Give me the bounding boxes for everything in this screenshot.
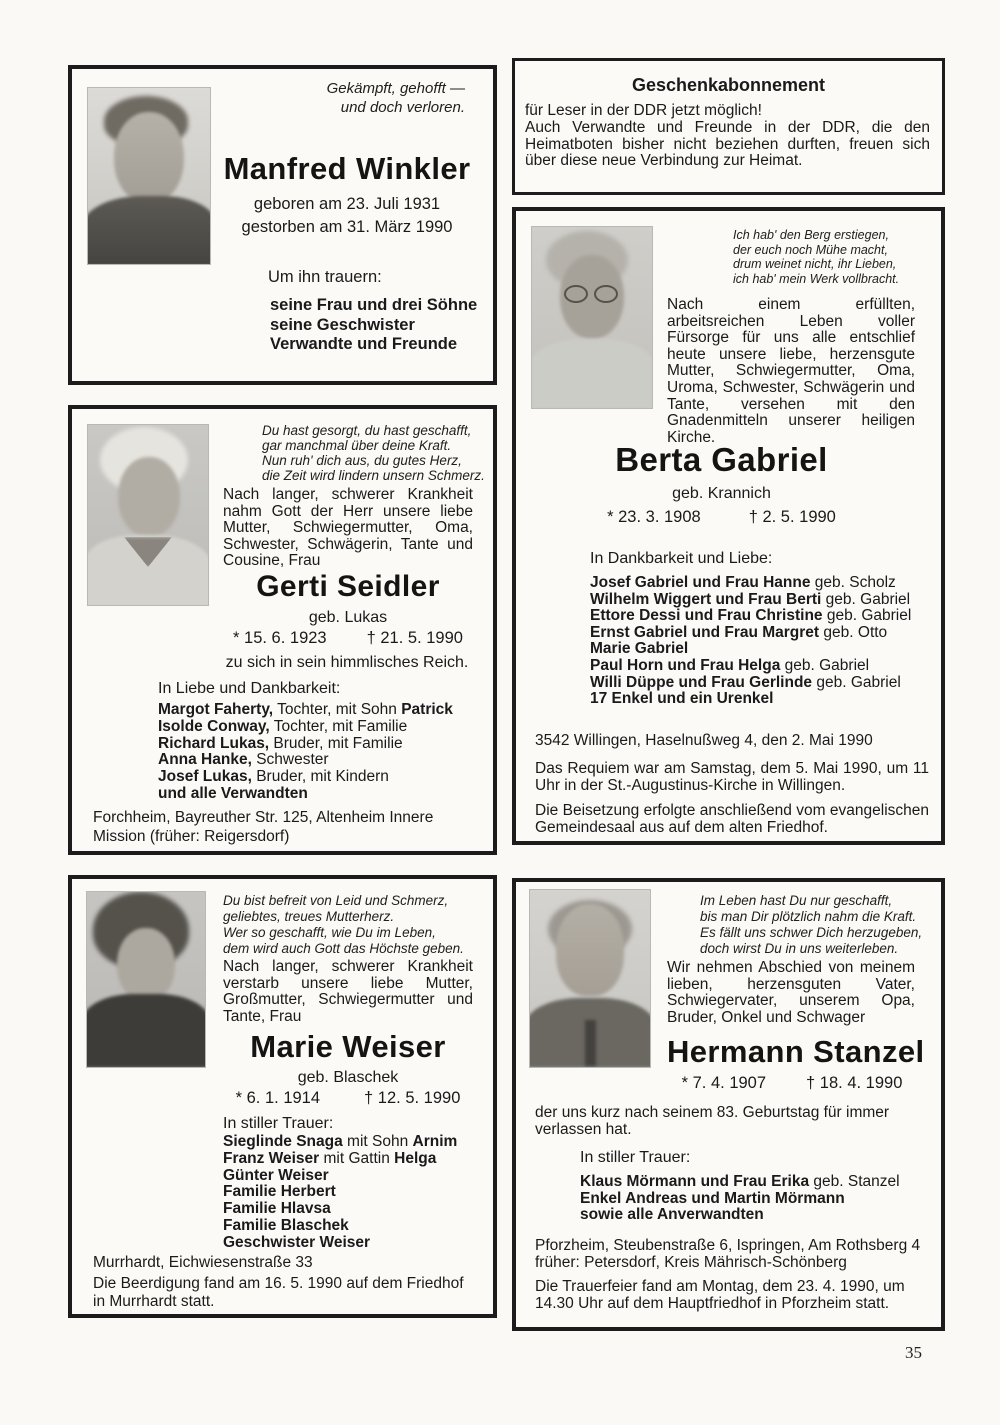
mourner-name: Sieglinde Snaga — [223, 1133, 343, 1150]
motto-line: Ich hab' den Berg erstiegen, — [733, 228, 889, 242]
mourner-line — [590, 592, 911, 609]
address-line: 3542 Willingen, Haselnußweg 4, den 2. Mai 1990 — [535, 732, 873, 749]
birth-date: * 7. 4. 1907 — [681, 1074, 767, 1092]
mourner-line — [223, 1134, 457, 1151]
gift-subscription-notice — [512, 58, 945, 195]
motto-line: Gekämpft, gehofft — — [326, 80, 465, 97]
motto-line: ich hab' mein Werk vollbracht. — [733, 271, 900, 286]
mourner-line: seine Geschwister — [270, 315, 415, 334]
mourner-line — [158, 752, 453, 769]
mourner-line — [590, 608, 911, 625]
life-dates — [223, 1089, 473, 1108]
motto — [327, 79, 465, 117]
portrait-face — [118, 457, 180, 537]
mourner-relation: Bruder, mit Kindern — [251, 768, 389, 786]
mourner-line: Familie Herbert — [223, 1183, 336, 1201]
obituary-berta-gabriel — [512, 207, 945, 845]
motto-line: dem wird auch Gott das Höchste geben. — [223, 941, 464, 956]
glasses-icon — [594, 285, 618, 303]
motto-line: bis man Dir plötzlich nahm die Kraft. — [700, 909, 917, 924]
motto-line: drum weinet nicht, ihr Lieben, — [733, 257, 897, 271]
portrait-torso — [532, 339, 652, 408]
deceased-name: Berta Gabriel — [615, 441, 828, 478]
motto-line: Nun ruh' dich aus, du gutes Herz, — [262, 453, 462, 468]
motto-line: und doch verloren. — [340, 99, 465, 116]
mourner-name: 17 Enkel und ein Urenkel — [590, 690, 774, 708]
glasses-icon — [564, 285, 588, 303]
deceased-name: Manfred Winkler — [223, 151, 471, 186]
death-date: † 2. 5. 1990 — [748, 508, 836, 526]
mourner-line: Günter Weiser — [223, 1166, 329, 1184]
obituary-intro: Nach langer, schwerer Krankheit verstarb unsere liebe Mutter, Großmutter, Schwiegermutter und Tante, Frau — [223, 958, 473, 1025]
mourner-relation: Schwester — [251, 751, 329, 769]
mourner-name: Klaus Mörmann und Frau Erika — [580, 1173, 810, 1190]
motto-line: die Zeit wird lindern unsern Schmerz. — [262, 468, 485, 483]
motto-line: Es fällt uns schwer Dich herzugeben, — [700, 925, 923, 940]
life-dates — [223, 629, 473, 648]
mourning-intro: In stiller Trauer: — [223, 1115, 334, 1132]
mourners-list — [580, 1174, 900, 1224]
motto-line: doch wirst Du in uns weiterleben. — [700, 941, 899, 956]
continuation-line: der uns kurz nach seinem 83. Geburtstag für immer verlassen hat. — [535, 1104, 890, 1138]
requiem-note: Das Requiem war am Samstag, dem 5. Mai 1990, um 11 Uhr in der St.-Augustinus-Kirche in Willingen. — [535, 760, 929, 794]
burial-note: Die Beerdigung fand am 16. 5. 1990 auf dem Friedhof in Murrhardt statt. — [93, 1275, 464, 1310]
mourning-intro: In Liebe und Dankbarkeit: — [158, 680, 341, 697]
portrait-tie — [585, 1020, 596, 1066]
mourner-relation: geb. Gabriel — [780, 656, 870, 674]
mourner-name: Ettore Dessi und Frau Christine — [590, 607, 823, 625]
obituary-marie-weiser — [68, 875, 497, 1318]
life-dates — [516, 508, 927, 527]
mourner-relation: Tochter, mit Sohn — [273, 701, 402, 718]
mourner-line: sowie alle Anverwandten — [580, 1206, 764, 1224]
funeral-note: Die Trauerfeier fand am Montag, dem 23. 4. 1990, um 14.30 Uhr auf dem Hauptfriedhof in Pforzheim statt. — [535, 1278, 905, 1312]
obituary-gerti-seidler — [68, 405, 497, 855]
closing-line: zu sich in sein himmlisches Reich. — [225, 654, 469, 671]
mourner-line — [223, 1151, 457, 1168]
address-line: Forchheim, Bayreuther Str. 125, Altenheim Innere Mission (früher: Reigersdorf) — [93, 809, 434, 845]
mourner-line — [590, 675, 911, 692]
mourner-line: Familie Hlavsa — [223, 1200, 331, 1218]
mourner-name: Franz Weiser — [223, 1149, 320, 1167]
mourner-relation: mit Gattin — [319, 1149, 395, 1167]
motto-line: geliebtes, treues Mutterherz. — [223, 909, 395, 924]
address-line-2: früher: Petersdorf, Kreis Mährisch-Schönberg — [535, 1254, 847, 1271]
mourning-intro: Um ihn trauern: — [268, 268, 382, 286]
mourner-name: Richard Lukas, — [158, 734, 270, 752]
mourner-name-2: Arnim — [412, 1133, 458, 1150]
mourner-line — [580, 1174, 900, 1191]
mourner-line — [590, 641, 911, 658]
burial-note: Die Beisetzung erfolgte anschließend vom evangelischen Gemeindesaal aus auf dem alten Friedhof. — [535, 802, 929, 836]
motto-line: Du bist befreit von Leid und Schmerz, — [223, 893, 449, 908]
deceased-name: Hermann Stanzel — [667, 1034, 925, 1069]
death-date: † 12. 5. 1990 — [364, 1089, 461, 1107]
life-dates — [667, 1074, 917, 1093]
photo-manfred-winkler — [88, 88, 210, 264]
mourning-intro: In Dankbarkeit und Liebe: — [590, 550, 773, 567]
address-line: Pforzheim, Steubenstraße 6, Ispringen, Am Rothsberg 4 — [535, 1237, 921, 1254]
photo-berta-gabriel — [532, 227, 652, 408]
mourner-relation: geb. Gabriel — [822, 607, 912, 625]
death-date: † 18. 4. 1990 — [806, 1074, 903, 1092]
mourner-line: und alle Verwandten — [158, 784, 308, 802]
mourner-relation: mit Sohn — [342, 1133, 413, 1150]
mourner-name-2: Helga — [394, 1149, 437, 1167]
birth-date: * 6. 1. 1914 — [235, 1089, 321, 1107]
motto-line: gar manchmal über deine Kraft. — [262, 438, 452, 453]
mourner-name: Willi Düppe und Frau Gerlinde — [590, 673, 813, 691]
notice-body: Auch Verwandte und Freunde in der DDR, die den Heimatboten bisher nicht beziehen durften, freuen sich über diese neue Verbindung zur Heimat. — [525, 119, 930, 169]
mourner-line: seine Frau und drei Söhne — [270, 296, 478, 314]
notice-lead: für Leser in der DDR jetzt möglich! — [525, 102, 762, 119]
mourner-name: Paul Horn und Frau Helga — [590, 656, 781, 674]
motto-line: der euch noch Mühe macht, — [733, 242, 888, 257]
photo-hermann-stanzel — [530, 890, 650, 1067]
mourner-line — [158, 719, 453, 736]
birth-date: * 15. 6. 1923 — [233, 629, 327, 647]
obituary-manfred-winkler — [68, 65, 497, 385]
mourner-line: Enkel Andreas und Martin Mörmann — [580, 1189, 845, 1207]
motto — [700, 893, 922, 957]
death-line: gestorben am 31. März 1990 — [241, 218, 453, 236]
birth-date: * 23. 3. 1908 — [607, 508, 701, 526]
portrait-face — [114, 112, 184, 204]
photo-gerti-seidler — [88, 425, 208, 605]
obituary-intro: Wir nehmen Abschied von meinem lieben, herzensguten Vater, Schwiegervater, unserem Opa, Bruder, Onkel und Schwager — [667, 959, 915, 1026]
obituary-intro: Nach langer, schwerer Krankheit nahm Gott der Herr unsere liebe Mutter, Schwiegermutter, Oma, Schwester, Schwägerin, Tante und Cousine, Frau — [223, 486, 473, 570]
death-date: † 21. 5. 1990 — [366, 629, 463, 647]
mourner-relation: geb. Otto — [819, 623, 888, 641]
mourner-name: Marie Gabriel — [590, 640, 689, 658]
mourner-relation: geb. Stanzel — [809, 1173, 900, 1190]
motto — [262, 423, 485, 483]
mourner-line — [158, 736, 453, 753]
maiden-name: geb. Krannich — [672, 485, 771, 502]
mourner-line — [590, 625, 911, 642]
portrait-torso — [88, 196, 210, 264]
mourner-line — [590, 691, 911, 708]
mourner-name: Josef Lukas, — [158, 768, 252, 786]
mourner-line: Familie Blaschek — [223, 1216, 349, 1234]
mourners-list — [590, 575, 911, 708]
mourner-relation: geb. Scholz — [810, 574, 896, 591]
obituary-hermann-stanzel — [512, 878, 945, 1331]
mourner-name: Josef Gabriel und Frau Hanne — [590, 574, 811, 591]
mourners-list — [223, 1134, 457, 1252]
portrait-face — [556, 904, 624, 996]
page-number: 35 — [905, 1343, 922, 1362]
portrait-torso — [87, 994, 205, 1067]
photo-marie-weiser — [87, 892, 205, 1067]
address-line: Murrhardt, Eichwiesenstraße 33 — [93, 1254, 313, 1271]
mourner-relation: geb. Gabriel — [812, 673, 901, 691]
mourner-line — [590, 575, 911, 592]
mourner-name: Anna Hanke, — [158, 751, 252, 769]
mourner-name: Margot Faherty, — [158, 701, 274, 718]
notice-title: Geschenkabonnement — [631, 75, 826, 95]
mourners-list — [158, 702, 453, 803]
motto — [733, 228, 899, 286]
mourner-line — [590, 658, 911, 675]
motto-line: Du hast gesorgt, du hast geschafft, — [262, 423, 472, 438]
motto-line: Im Leben hast Du nur geschafft, — [700, 893, 893, 908]
birth-line: geboren am 23. Juli 1931 — [253, 195, 441, 213]
deceased-name: Gerti Seidler — [256, 570, 440, 603]
mourner-name: Wilhelm Wiggert und Frau Berti — [590, 590, 822, 608]
mourner-name-2: Patrick — [401, 701, 453, 718]
mourner-name: Isolde Conway, — [158, 717, 270, 735]
maiden-name: geb. Blaschek — [297, 1069, 399, 1086]
mourners-list — [270, 296, 477, 355]
maiden-name: geb. Lukas — [308, 609, 388, 626]
mourner-relation: geb. Gabriel — [821, 590, 911, 608]
mourning-intro: In stiller Trauer: — [580, 1149, 691, 1166]
mourner-line: Verwandte und Freunde — [270, 335, 458, 353]
motto-line: Wer so geschafft, wie Du im Leben, — [223, 925, 436, 940]
mourner-line — [158, 769, 453, 786]
mourner-relation: Tochter, mit Familie — [269, 717, 408, 735]
motto — [223, 893, 464, 957]
mourner-line: Geschwister Weiser — [223, 1233, 371, 1251]
mourner-relation: Bruder, mit Familie — [269, 734, 403, 752]
mourner-line — [158, 702, 453, 719]
deceased-name: Marie Weiser — [250, 1029, 446, 1064]
mourner-name: Ernst Gabriel und Frau Margret — [590, 623, 820, 641]
portrait-face — [117, 928, 175, 1002]
obituary-intro: Nach einem erfüllten, arbeitsreichen Leben voller Fürsorge für uns alle entschlief heute unsere liebe, herzensgute Mutter, Schwiegermutter, Oma, Uroma, Schwester, Schwägerin und Tante, versehen mit den Gnadenmitteln unserer heiligen Kirche. — [667, 296, 915, 446]
